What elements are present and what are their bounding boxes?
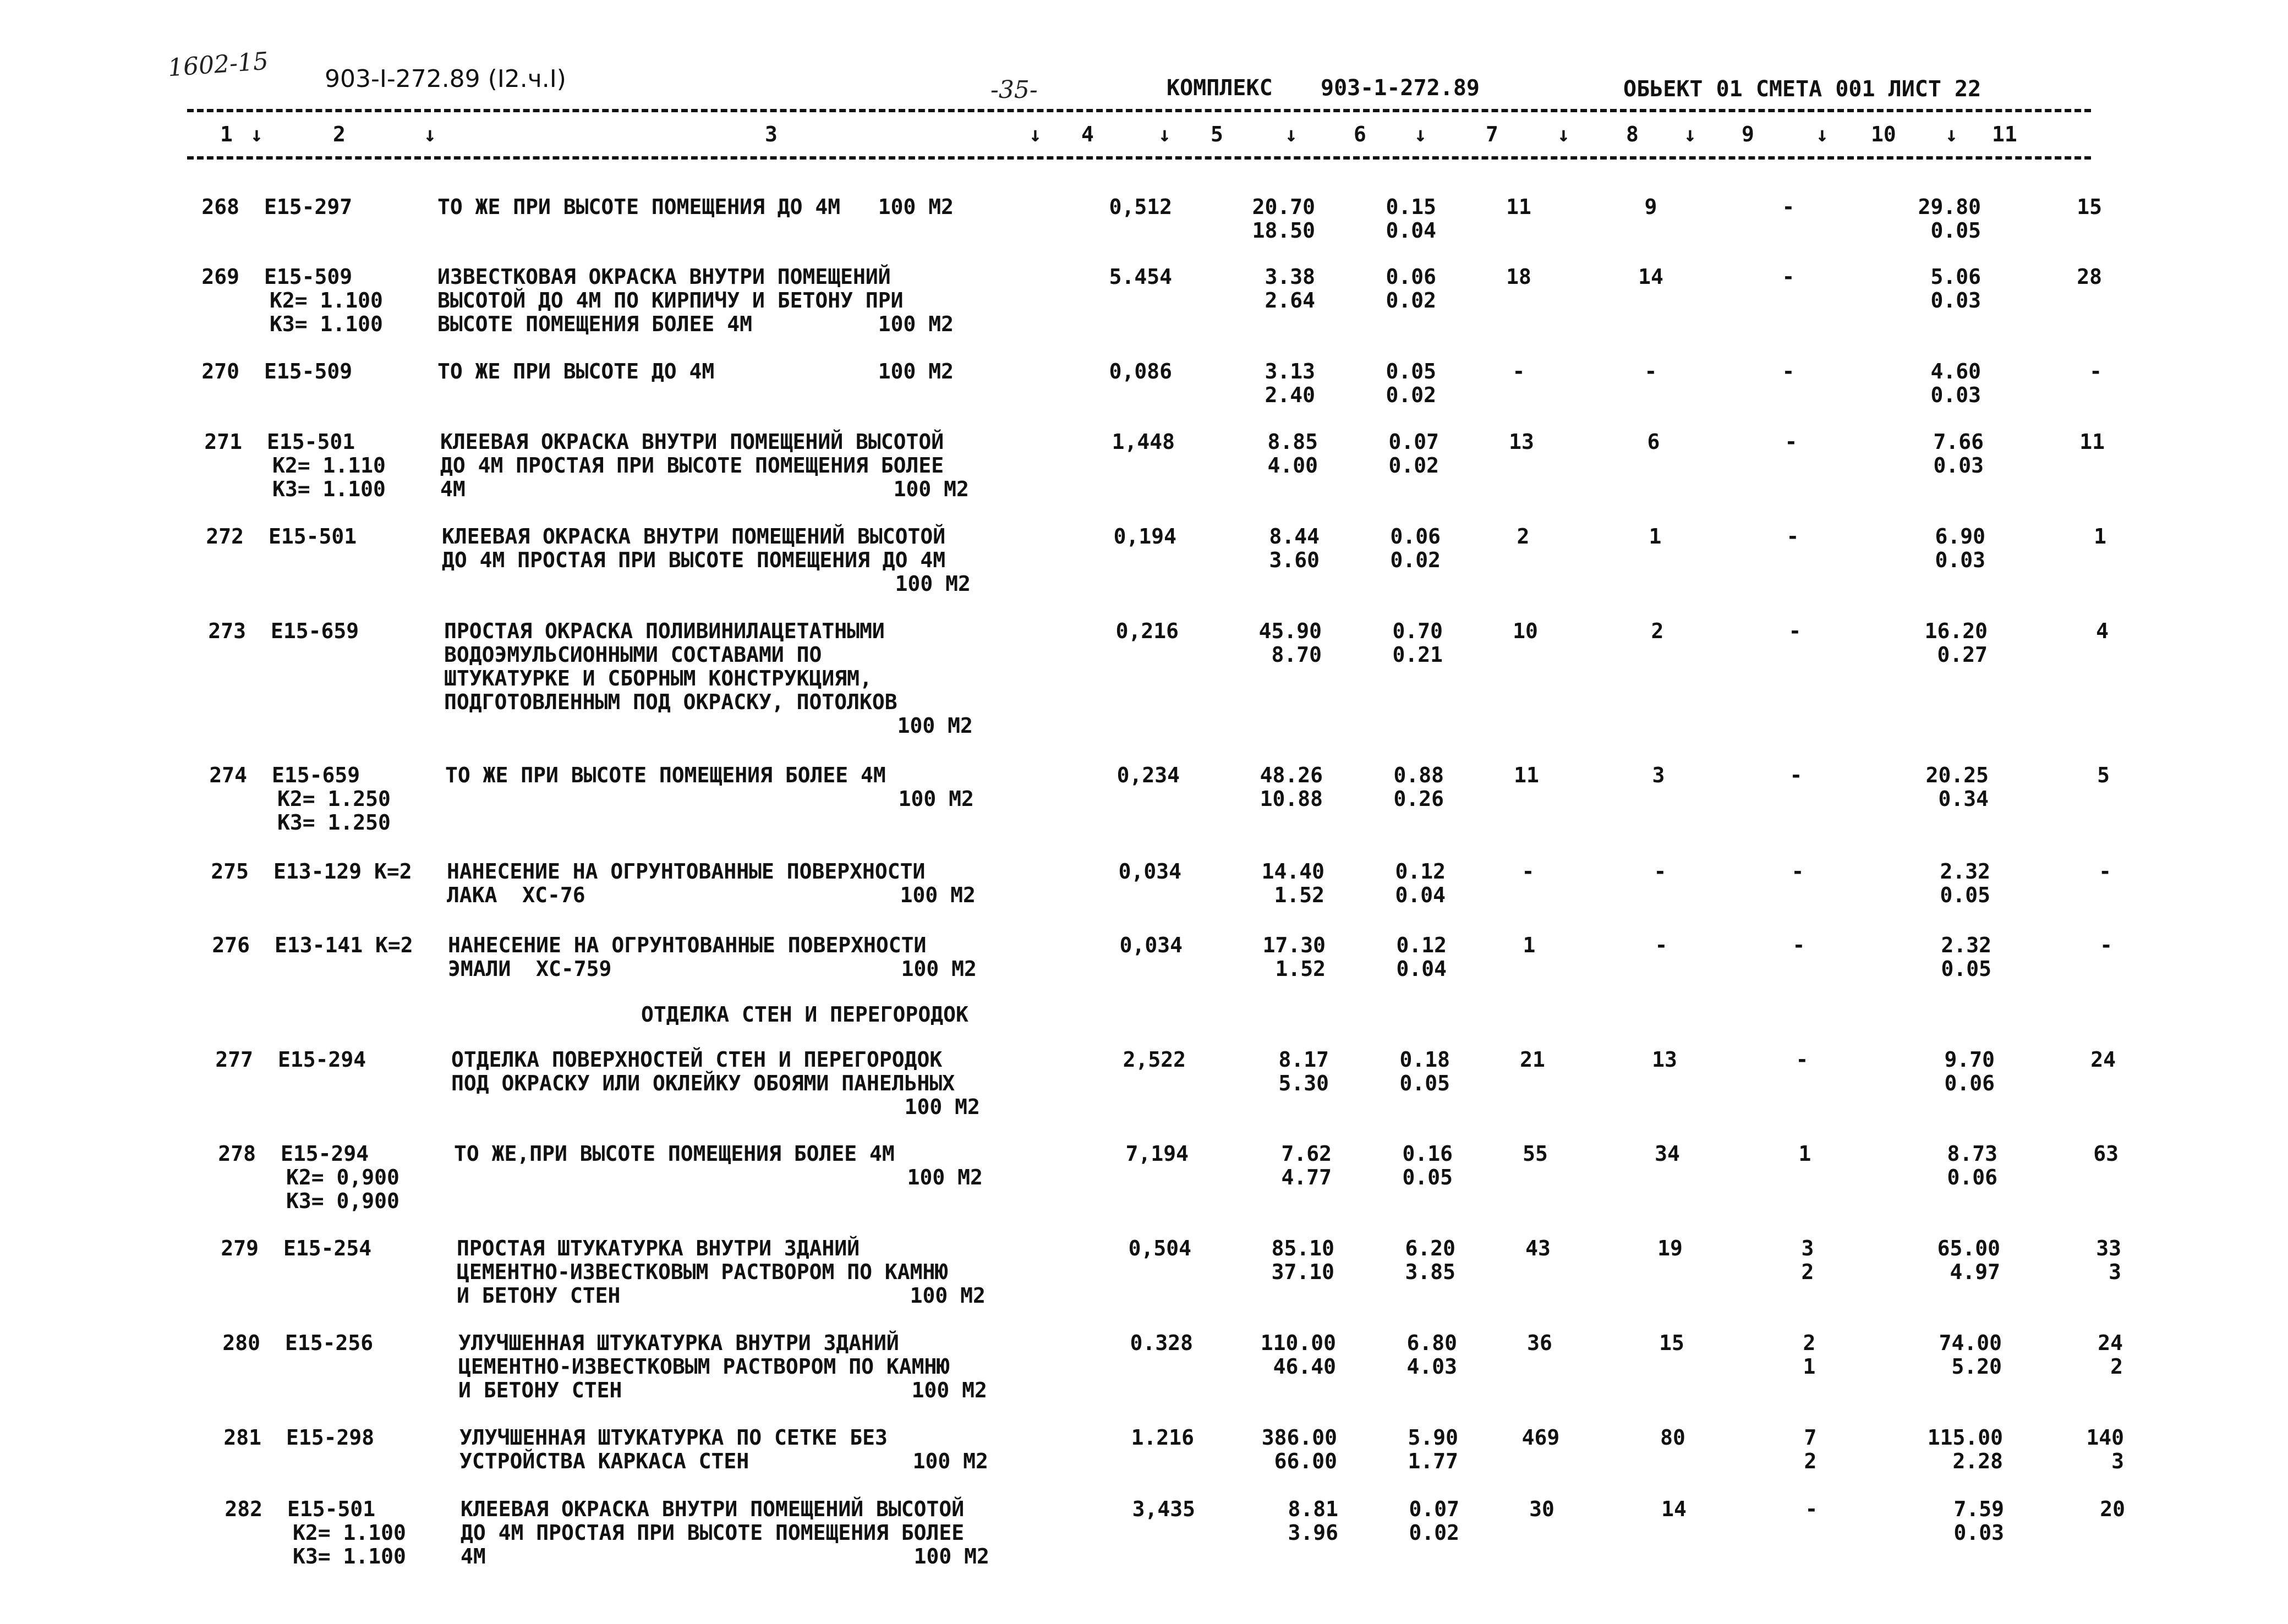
column-header-7: 7: [1486, 122, 1498, 146]
machine-total: -: [1782, 359, 1795, 383]
machine-total: -: [1805, 1497, 1818, 1521]
quantity: 0.328: [1130, 1331, 1193, 1355]
labor-per-unit: 29.80 0.05: [1918, 195, 1981, 243]
unit-machine-cost: 0.12 0.04: [1396, 933, 1447, 981]
price-code: E15-297: [264, 195, 353, 219]
labor-total: -: [2100, 933, 2112, 957]
work-description: НАНЕСЕНИЕ НА ОГРУНТОВАННЫЕ ПОВЕРХНОСТИ ЛАКА ХС-76 100 М2: [447, 859, 976, 907]
machine-total: -: [1789, 763, 1803, 787]
quantity: 0,086: [1109, 359, 1172, 383]
row-number: 274: [209, 763, 247, 787]
quantity: 0,034: [1119, 933, 1183, 957]
unit-machine-cost: 6.20 3.85: [1405, 1236, 1455, 1284]
unit-machine-cost: 0.07 0.02: [1388, 430, 1439, 478]
price-code: E13-129 К=2: [273, 859, 412, 884]
machine-total: -: [1785, 430, 1798, 454]
work-description: КЛЕЕВАЯ ОКРАСКА ВНУТРИ ПОМЕЩЕНИЙ ВЫСОТОЙ ДО 4М ПРОСТАЯ ПРИ ВЫСОТЕ ПОМЕЩЕНИЯ БОЛЕЕ 4М 100 М2: [461, 1497, 989, 1568]
price-coefficients: К2= 1.250 К3= 1.250: [277, 787, 391, 835]
row-number: 278: [218, 1142, 256, 1166]
header-bottom-rule: [187, 156, 2091, 160]
total-cost: 43: [1525, 1236, 1551, 1260]
unit-cost: 8.44 3.60: [1269, 524, 1320, 572]
page-number: -35-: [990, 76, 1038, 104]
column-header-10: 10: [1871, 122, 1896, 146]
price-coefficients: К2= 0,900 К3= 0,900: [286, 1165, 399, 1213]
machine-total: -: [1791, 859, 1804, 884]
unit-machine-cost: 0.15 0.04: [1386, 195, 1436, 243]
wages-total: -: [1654, 859, 1667, 884]
unit-cost: 110.00 46.40: [1260, 1331, 1336, 1379]
price-coefficients: К2= 1.110 К3= 1.100: [272, 453, 386, 501]
price-coefficients: К2= 1.100 К3= 1.100: [293, 1521, 406, 1568]
labor-total: 28: [2077, 265, 2102, 289]
unit-machine-cost: 0.88 0.26: [1393, 763, 1444, 811]
machine-total: 7 2: [1804, 1425, 1817, 1473]
total-cost: 55: [1523, 1142, 1548, 1166]
unit-cost: 20.70 18.50: [1252, 195, 1315, 243]
work-description: КЛЕЕВАЯ ОКРАСКА ВНУТРИ ПОМЕЩЕНИЙ ВЫСОТОЙ ДО 4М ПРОСТАЯ ПРИ ВЫСОТЕ ПОМЕЩЕНИЯ БОЛЕЕ 4М 100 М2: [440, 430, 969, 501]
column-separator: ↓: [1684, 122, 1696, 146]
column-separator: ↓: [1816, 122, 1829, 146]
unit-machine-cost: 0.07 0.02: [1409, 1497, 1459, 1545]
quantity: 2,522: [1123, 1047, 1186, 1072]
price-code: E15-501: [269, 524, 357, 548]
work-description: УЛУЧШЕННАЯ ШТУКАТУРКА ВНУТРИ ЗДАНИЙ ЦЕМЕНТНО-ИЗВЕСТКОВЫМ РАСТВОРОМ ПО КАМНЮ И БЕТОНУ СТЕН 100 М2: [458, 1331, 987, 1402]
labor-total: 20: [2100, 1497, 2125, 1521]
column-header-4: 4: [1081, 122, 1094, 146]
quantity: 1.216: [1131, 1425, 1194, 1450]
row-number: 282: [225, 1497, 262, 1521]
unit-cost: 8.17 5.30: [1278, 1047, 1329, 1095]
labor-per-unit: 20.25 0.34: [1925, 763, 1989, 811]
machine-total: 3 2: [1801, 1236, 1814, 1284]
unit-machine-cost: 0.06 0.02: [1390, 524, 1441, 572]
price-code: E15-501: [287, 1497, 376, 1521]
price-code: E15-509: [264, 265, 353, 289]
column-header-2: 2: [333, 122, 346, 146]
labor-total: 24 2: [2098, 1331, 2123, 1379]
total-cost: 1: [1523, 933, 1536, 957]
wages-total: 1: [1649, 524, 1662, 548]
column-separator: ↓: [250, 122, 263, 146]
quantity: 3,435: [1132, 1497, 1195, 1521]
work-description: ТО ЖЕ ПРИ ВЫСОТЕ ПОМЕЩЕНИЯ ДО 4М 100 М2: [437, 195, 954, 219]
header-top-rule: [187, 109, 2091, 112]
wages-total: 14: [1661, 1497, 1687, 1521]
machine-total: -: [1782, 195, 1795, 219]
column-separator: ↓: [1557, 122, 1570, 146]
column-separator: ↓: [424, 122, 436, 146]
row-number: 270: [201, 359, 239, 383]
unit-cost: 14.40 1.52: [1261, 859, 1324, 907]
unit-cost: 386.00 66.00: [1261, 1425, 1337, 1473]
work-description: КЛЕЕВАЯ ОКРАСКА ВНУТРИ ПОМЕЩЕНИЙ ВЫСОТОЙ ДО 4М ПРОСТАЯ ПРИ ВЫСОТЕ ПОМЕЩЕНИЯ ДО 4М 100 М2: [442, 524, 971, 596]
total-cost: 11: [1514, 763, 1539, 787]
complex-code: 903-1-272.89: [1321, 75, 1480, 101]
labor-per-unit: 65.00 4.97: [1937, 1236, 2000, 1284]
machine-total: -: [1782, 265, 1795, 289]
column-header-11: 11: [1992, 122, 2017, 146]
machine-total: -: [1796, 1047, 1809, 1072]
quantity: 0,504: [1128, 1236, 1191, 1260]
labor-total: 24: [2090, 1047, 2116, 1072]
labor-total: 11: [2079, 430, 2105, 454]
price-code: E15-659: [271, 619, 359, 643]
labor-total: 33 3: [2096, 1236, 2121, 1284]
wages-total: 15: [1659, 1331, 1684, 1355]
quantity: 0,216: [1115, 619, 1179, 643]
total-cost: -: [1521, 859, 1535, 884]
row-number: 279: [221, 1236, 259, 1260]
labor-total: 1: [2094, 524, 2106, 548]
column-header-5: 5: [1211, 122, 1223, 146]
total-cost: 13: [1509, 430, 1534, 454]
labor-per-unit: 9.70 0.06: [1944, 1047, 1995, 1095]
quantity: 0,512: [1109, 195, 1172, 219]
work-description: ПРОСТАЯ ОКРАСКА ПОЛИВИНИЛАЦЕТАТНЫМИ ВОДОЭМУЛЬСИОННЫМИ СОСТАВАМИ ПО ШТУКАТУРКЕ И СБОРНЫМ КОНСТРУКЦИЯМ, ПОДГОТОВЛЕННЫМ ПОД ОКРАСКУ, ПОТОЛКОВ 100 М2: [444, 619, 973, 738]
work-description: ТО ЖЕ,ПРИ ВЫСОТЕ ПОМЕЩЕНИЯ БОЛЕЕ 4М 100 М2: [454, 1142, 983, 1189]
price-code: E15-501: [267, 430, 355, 454]
machine-total: -: [1792, 933, 1805, 957]
unit-machine-cost: 5.90 1.77: [1408, 1425, 1458, 1473]
wages-total: 3: [1652, 763, 1665, 787]
column-separator: ↓: [1285, 122, 1298, 146]
labor-per-unit: 4.60 0.03: [1930, 359, 1981, 407]
work-description: ОТДЕЛКА ПОВЕРХНОСТЕЙ СТЕН И ПЕРЕГОРОДОК ПОД ОКРАСКУ ИЛИ ОКЛЕЙКУ ОБОЯМИ ПАНЕЛЬНЫХ 100 М2: [451, 1047, 980, 1119]
work-description: ИЗВЕСТКОВАЯ ОКРАСКА ВНУТРИ ПОМЕЩЕНИЙ ВЫСОТОЙ ДО 4М ПО КИРПИЧУ И БЕТОНУ ПРИ ВЫСОТЕ ПОМЕЩЕНИЯ БОЛЕЕ 4М 100 М2: [437, 265, 954, 336]
row-number: 268: [201, 195, 239, 219]
price-code: E15-254: [283, 1236, 372, 1260]
total-cost: 30: [1529, 1497, 1554, 1521]
price-code: E15-509: [264, 359, 353, 383]
wages-total: 19: [1657, 1236, 1683, 1260]
unit-machine-cost: 0.16 0.05: [1402, 1142, 1453, 1189]
machine-total: 2 1: [1803, 1331, 1816, 1379]
wages-total: 13: [1652, 1047, 1677, 1072]
labor-per-unit: 7.66 0.03: [1933, 430, 1984, 478]
column-header-8: 8: [1626, 122, 1639, 146]
labor-total: 4: [2096, 619, 2109, 643]
quantity: 7,194: [1125, 1142, 1189, 1166]
work-description: ТО ЖЕ ПРИ ВЫСОТЕ ДО 4М 100 М2: [437, 359, 954, 383]
labor-per-unit: 74.00 5.20: [1939, 1331, 2002, 1379]
labor-per-unit: 6.90 0.03: [1935, 524, 1985, 572]
unit-machine-cost: 0.05 0.02: [1386, 359, 1436, 407]
total-cost: 469: [1521, 1425, 1560, 1450]
machine-total: -: [1786, 524, 1799, 548]
unit-machine-cost: 0.70 0.21: [1392, 619, 1443, 667]
total-cost: 11: [1506, 195, 1531, 219]
row-number: 277: [215, 1047, 253, 1072]
labor-total: 15: [2077, 195, 2102, 219]
wages-total: 34: [1655, 1142, 1680, 1166]
quantity: 1,448: [1112, 430, 1175, 454]
unit-cost: 3.38 2.64: [1265, 265, 1315, 312]
column-header-1: 1: [220, 122, 233, 146]
labor-total: -: [2099, 859, 2111, 884]
unit-cost: 3.13 2.40: [1265, 359, 1315, 407]
labor-per-unit: 16.20 0.27: [1924, 619, 1988, 667]
unit-cost: 45.90 8.70: [1258, 619, 1322, 667]
work-description: ТО ЖЕ ПРИ ВЫСОТЕ ПОМЕЩЕНИЯ БОЛЕЕ 4М 100 М2: [445, 763, 974, 811]
price-code: E13-141 К=2: [275, 933, 413, 957]
labor-per-unit: 115.00 2.28: [1927, 1425, 2003, 1473]
column-header-3: 3: [765, 122, 778, 146]
labor-per-unit: 5.06 0.03: [1930, 265, 1981, 312]
unit-cost: 7.62 4.77: [1281, 1142, 1332, 1189]
labor-total: 5: [2097, 763, 2110, 787]
column-separator: ↓: [1158, 122, 1171, 146]
price-code: E15-298: [286, 1425, 375, 1450]
labor-per-unit: 2.32 0.05: [1940, 859, 1990, 907]
unit-machine-cost: 0.06 0.02: [1386, 265, 1436, 312]
row-number: 272: [206, 524, 244, 548]
wages-total: 6: [1647, 430, 1660, 454]
price-code: E15-294: [281, 1142, 369, 1166]
unit-machine-cost: 0.12 0.04: [1395, 859, 1446, 907]
object-info: ОБЬЕКТ 01 СМЕТА 001 ЛИСТ 22: [1623, 76, 1982, 102]
price-code: E15-294: [278, 1047, 366, 1072]
quantity: 0,194: [1113, 524, 1176, 548]
unit-machine-cost: 0.18 0.05: [1399, 1047, 1450, 1095]
page-reference: 1602-15: [167, 47, 270, 83]
unit-cost: 85.10 37.10: [1271, 1236, 1334, 1284]
work-description: ПРОСТАЯ ШТУКАТУРКА ВНУТРИ ЗДАНИЙ ЦЕМЕНТНО-ИЗВЕСТКОВЫМ РАСТВОРОМ ПО КАМНЮ И БЕТОНУ СТЕН 100 М2: [457, 1236, 986, 1308]
wages-total: 2: [1651, 619, 1664, 643]
column-header-6: 6: [1354, 122, 1366, 146]
unit-cost: 17.30 1.52: [1262, 933, 1326, 981]
document-number: 903-I-272.89 (I2.ч.I): [325, 65, 566, 93]
unit-cost: 8.81 3.96: [1288, 1497, 1338, 1545]
row-number: 269: [201, 265, 239, 289]
complex-label: КОМПЛЕКС: [1167, 75, 1273, 101]
labor-per-unit: 7.59 0.03: [1953, 1497, 2004, 1545]
quantity: 0,234: [1116, 763, 1180, 787]
wages-total: 80: [1660, 1425, 1685, 1450]
work-description: УЛУЧШЕННАЯ ШТУКАТУРКА ПО СЕТКЕ БЕЗ УСТРОЙСТВА КАРКАСА СТЕН 100 М2: [459, 1425, 988, 1473]
wages-total: 9: [1644, 195, 1657, 219]
row-number: 281: [223, 1425, 261, 1450]
machine-total: 1: [1798, 1142, 1811, 1166]
total-cost: -: [1512, 359, 1525, 383]
quantity: 0,034: [1118, 859, 1181, 884]
row-number: 275: [211, 859, 249, 884]
unit-machine-cost: 6.80 4.03: [1406, 1331, 1457, 1379]
labor-per-unit: 2.32 0.05: [1941, 933, 1991, 981]
price-code: E15-659: [272, 763, 360, 787]
unit-cost: 48.26 10.88: [1260, 763, 1323, 811]
labor-total: -: [2089, 359, 2102, 383]
wages-total: -: [1655, 933, 1668, 957]
total-cost: 2: [1517, 524, 1530, 548]
total-cost: 10: [1513, 619, 1538, 643]
unit-cost: 8.85 4.00: [1267, 430, 1318, 478]
total-cost: 36: [1527, 1331, 1552, 1355]
total-cost: 18: [1506, 265, 1531, 289]
row-number: 273: [208, 619, 246, 643]
section-title: ОТДЕЛКА СТЕН И ПЕРЕГОРОДОК: [641, 1002, 968, 1027]
row-number: 276: [212, 933, 250, 957]
labor-total: 63: [2093, 1142, 2119, 1166]
price-coefficients: К2= 1.100 К3= 1.100: [270, 288, 383, 336]
wages-total: -: [1644, 359, 1657, 383]
machine-total: -: [1788, 619, 1802, 643]
column-separator: ↓: [1029, 122, 1042, 146]
wages-total: 14: [1638, 265, 1663, 289]
quantity: 5.454: [1109, 265, 1172, 289]
row-number: 271: [204, 430, 242, 454]
work-description: НАНЕСЕНИЕ НА ОГРУНТОВАННЫЕ ПОВЕРХНОСТИ ЭМАЛИ ХС-759 100 М2: [448, 933, 977, 981]
column-header-9: 9: [1742, 122, 1754, 146]
column-separator: ↓: [1414, 122, 1427, 146]
total-cost: 21: [1520, 1047, 1545, 1072]
row-number: 280: [222, 1331, 260, 1355]
labor-per-unit: 8.73 0.06: [1947, 1142, 1997, 1189]
column-separator: ↓: [1945, 122, 1958, 146]
price-code: E15-256: [285, 1331, 374, 1355]
labor-total: 140 3: [2086, 1425, 2124, 1473]
